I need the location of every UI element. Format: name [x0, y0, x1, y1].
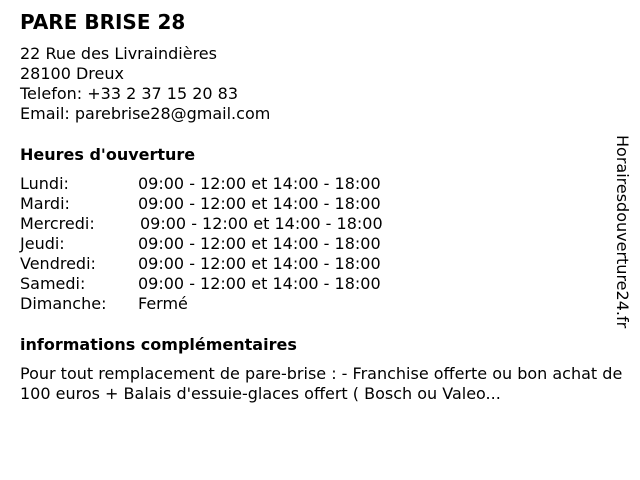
time-value: 09:00 - 12:00 et 14:00 - 18:00: [138, 174, 381, 193]
day-label: Vendredi:: [20, 254, 96, 273]
day-label: Mercredi:: [20, 214, 95, 233]
time-value: 09:00 - 12:00 et 14:00 - 18:00: [140, 214, 383, 233]
day-label: Dimanche:: [20, 294, 107, 313]
watermark: [612, 135, 636, 345]
business-name: PARE BRISE 28: [20, 10, 186, 34]
time-value: 09:00 - 12:00 et 14:00 - 18:00: [138, 234, 381, 253]
time-value: 09:00 - 12:00 et 14:00 - 18:00: [138, 254, 381, 273]
time-value: 09:00 - 12:00 et 14:00 - 18:00: [138, 274, 381, 293]
email-address: Email: parebrise28@gmail.com: [20, 104, 271, 123]
contact-block: [20, 44, 270, 124]
info-text: Pour tout remplacement de pare-brise : - Franchise offerte ou bon achat de 100 euros + Balais d'essuie-glaces offert ( Bosch ou Valeo...: [20, 364, 623, 403]
hours-heading: Heures d'ouverture: [20, 145, 196, 164]
time-value: 09:00 - 12:00 et 14:00 - 18:00: [138, 194, 381, 213]
watermark-text: Horairesdouverture24.fr: [613, 135, 632, 329]
day-label: Samedi:: [20, 274, 86, 293]
info-heading: informations complémentaires: [20, 335, 297, 354]
address-street: 22 Rue des Livraindières: [20, 44, 217, 63]
address-city: 28100 Dreux: [20, 64, 124, 83]
time-value: Fermé: [138, 294, 188, 313]
day-label: Jeudi:: [20, 234, 65, 253]
day-label: Lundi:: [20, 174, 69, 193]
day-label: Mardi:: [20, 194, 70, 213]
phone-number: Telefon: +33 2 37 15 20 83: [20, 84, 239, 103]
